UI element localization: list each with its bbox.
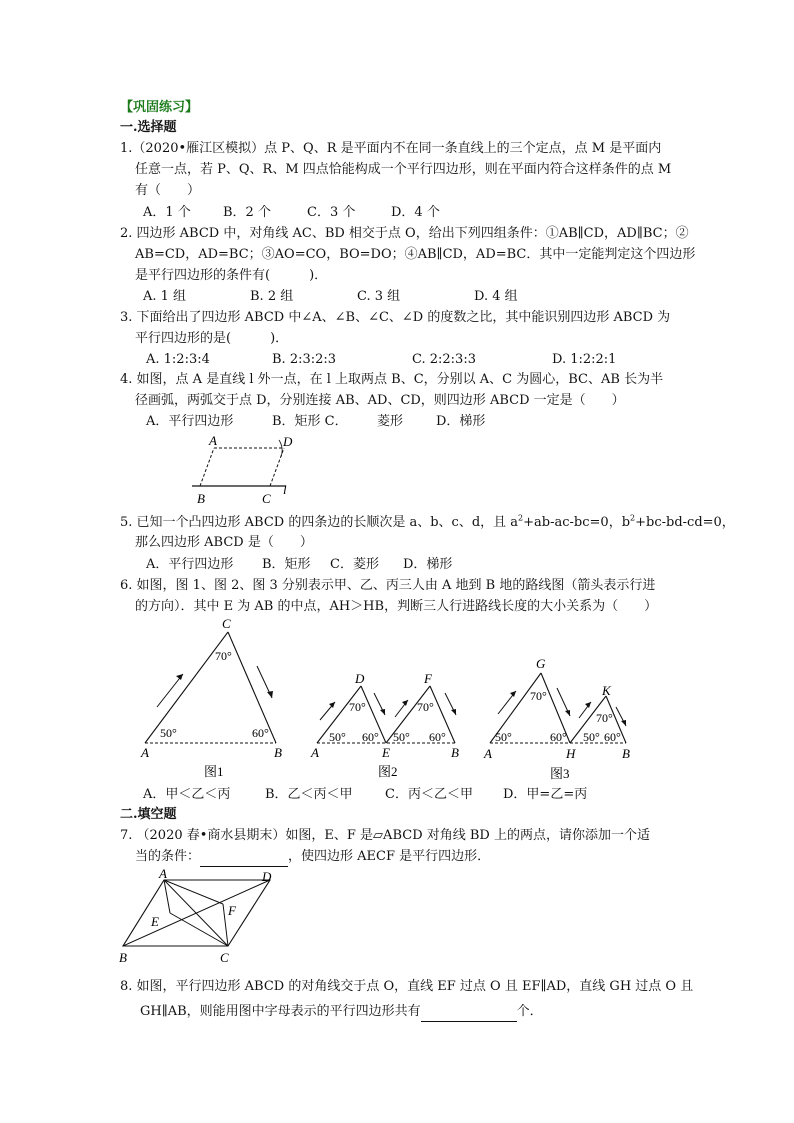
q3-option-d: D. 1:2:2:1: [552, 352, 617, 367]
fig2-label-d: D: [355, 671, 365, 686]
label-d: D: [283, 434, 293, 449]
q7-line2: [135, 847, 490, 867]
fig3-angle-k: 70°: [596, 711, 613, 725]
q1-option-c: C．3 个: [307, 205, 356, 220]
fig3-label-a: A: [484, 746, 492, 761]
fig2-label-a: A: [311, 745, 319, 760]
q2-option-b: B. 2 组: [250, 289, 294, 304]
q1-line2: 任意一点，若 P、Q、R、M 四点恰能构成一个平行四边形，则在平面内符合这样条件的点 M: [135, 162, 672, 177]
q8-line1: 8. 如图，平行四边形 ABCD 的对角线交于点 O，直线 EF 过点 O 且 EF∥AD，直线 GH 过点 O 且: [120, 979, 694, 994]
q3-option-a: A. 1:2:3:4: [146, 352, 210, 367]
segment-ab: [200, 448, 214, 486]
q1-option-b: B．2 个: [223, 205, 271, 220]
label-b: B: [119, 950, 127, 965]
q7-figure: [115, 868, 285, 968]
q7-line1: 7. （2020 春•商水县期末）如图，E、F 是▱ABCD 对角线 BD 上的两点，请你添加一个适: [120, 828, 650, 843]
q7-line2-prefix: 当的条件：: [135, 849, 201, 864]
fig1-label-c: C: [222, 616, 231, 631]
fig2-arrowhead3: [402, 700, 408, 706]
q4-option-a: A．平行四边形: [146, 414, 234, 429]
q5-line1-part3: +bc-bd-cd=0，: [635, 515, 735, 530]
part1-title: 一.选择题: [120, 120, 177, 135]
fig1-caption: 图1: [204, 764, 224, 779]
q4-option-b: B．矩形 C．: [272, 414, 348, 429]
q5-sup1: 2: [518, 513, 524, 523]
segment-ec: [170, 913, 228, 946]
q5-line2: 那么四边形 ABCD 是（ ）: [135, 535, 313, 550]
q5-option-a: A．平行四边形: [146, 557, 234, 572]
q2-option-a: A. 1 组: [143, 289, 187, 304]
fig2-angle-b: 60°: [429, 730, 446, 744]
label-f: F: [228, 903, 236, 918]
q6-figure-2: [305, 665, 470, 783]
fig1-arrow-up: [157, 674, 183, 707]
q8-answer-blank[interactable]: [421, 1007, 517, 1022]
label-d: D: [262, 869, 272, 884]
q6-option-a: A．甲＜乙＜丙: [143, 787, 231, 802]
q1-line3: 有（ ）: [135, 183, 201, 198]
q6-line1: 6. 如图，图 1、图 2、图 3 分别表示甲、乙、丙三人由 A 地到 B 地的路线图（箭头表示行进: [120, 578, 656, 593]
q5-option-b: B．矩形: [262, 557, 311, 572]
q3-line1: 3. 下面给出了四边形 ABCD 中∠A、∠B、∠C、∠D 的度数之比，其中能识别四边形 ABCD 为: [120, 310, 671, 325]
q6-line2: 的方向）．其中 E 为 AB 的中点，AH＞HB，判断三人行进路线长度的大小关系为（ ）: [135, 599, 658, 614]
fig3-angle-g: 70°: [530, 689, 547, 703]
q6-option-c: C．丙＜乙＜甲: [385, 787, 473, 802]
label-a: A: [159, 868, 167, 881]
q2-line2: AB=CD，AD=BC；③AO=CO，BO=DO；④AB∥CD，AD=BC．其中一定能判定这个四边形: [135, 247, 696, 262]
fig2-label-e: E: [382, 745, 390, 760]
q4-option-d: D．梯形: [436, 414, 486, 429]
fig3-label-b: B: [622, 746, 630, 761]
q4-option-c: 菱形: [377, 414, 404, 429]
q6-figure-3: [478, 652, 638, 784]
label-a: A: [209, 433, 217, 448]
q5-line1-part1: 5. 已知一个凸四边形 ABCD 的四条边的长顺次是 a、b、c、d，且 a: [120, 515, 519, 530]
q4-line2: 径画弧，两弧交于点 D，分别连接 AB、AD、CD，则四边形 ABCD 一定是（ ）: [135, 393, 625, 408]
q3-line2: 平行四边形的是( )．: [135, 331, 289, 346]
q5-option-c: C．菱形: [330, 557, 379, 572]
q2-line1: 2. 四边形 ABCD 中，对角线 AC、BD 相交于点 O，给出下列四组条件：①AB∥CD，AD∥BC；②: [120, 226, 689, 241]
fig3-caption: 图3: [550, 766, 570, 781]
q2-option-d: D. 4 组: [474, 289, 518, 304]
q4-line1: 4. 如图，点 A 是直线 l 外一点，在 l 上取两点 B、C，分别以 A、C 为圆心，BC、AB 长为半: [120, 372, 664, 387]
label-e: E: [151, 914, 159, 929]
q7-line2-suffix: ，使四边形 AECF 是平行四边形．: [288, 849, 491, 864]
fig3-label-g: G: [536, 656, 546, 671]
fig2-label-b: B: [451, 745, 459, 760]
q1-option-a: A．1 个: [143, 205, 191, 220]
q5-line1: [120, 513, 735, 533]
diagonal-ac: [164, 880, 228, 946]
fig3-label-h: H: [566, 746, 576, 761]
q5-line1-part2: +ab-ac-bc=0，b: [523, 515, 631, 530]
q5-option-d: D．梯形: [403, 557, 453, 572]
q4-figure: [185, 430, 305, 510]
q6-option-d: D．甲=乙=丙: [503, 787, 588, 802]
fig2-angle-e-left: 60°: [362, 730, 379, 744]
segment-af: [164, 880, 223, 904]
q3-option-b: B. 2:3:2:3: [272, 352, 337, 367]
fig2-caption: 图2: [378, 764, 398, 779]
label-b: B: [197, 491, 205, 506]
q8-line2-prefix: GH∥AB，则能用图中字母表示的平行四边形共有: [140, 1004, 421, 1019]
fig2-label-f: F: [424, 671, 432, 686]
label-l: l: [283, 482, 287, 497]
q1-option-d: D．4 个: [391, 205, 440, 220]
fig1-arrowhead-down: [267, 691, 273, 698]
q1-line1: 1.（2020•雁江区模拟）点 P、Q、R 是平面内不在同一条直线上的三个定点，点 M 是平面内: [120, 141, 662, 156]
fig2-arrowhead1: [329, 702, 335, 708]
fig3-arrowhead1: [510, 691, 516, 697]
q6-option-b: B．乙＜丙＜甲: [265, 787, 353, 802]
fig3-angle-h-left: 60°: [550, 730, 567, 744]
fig2-angle-d: 70°: [349, 700, 366, 714]
q7-answer-blank[interactable]: [200, 852, 288, 867]
part2-title: 二.填空题: [120, 807, 177, 822]
fig2-angle-a: 50°: [329, 730, 346, 744]
fig2-angle-f: 70°: [417, 700, 434, 714]
q8-line2-suffix: 个．: [516, 1004, 543, 1019]
section-title: 【巩固练习】: [120, 100, 199, 115]
fig3-angle-h-right: 50°: [583, 730, 600, 744]
q2-line3: 是平行四边形的条件有( )．: [135, 268, 328, 283]
fig1-label-a: A: [141, 745, 149, 760]
label-c: C: [220, 950, 229, 965]
fig1-angle-left: 50°: [160, 726, 177, 740]
fig1-angle-right: 60°: [252, 726, 269, 740]
fig3-angle-a: 50°: [495, 730, 512, 744]
fig2-arrowhead2: [380, 709, 385, 715]
fig2-arrowhead4: [451, 709, 456, 715]
q8-line2: [140, 1002, 543, 1022]
q6-figure-1: [135, 612, 295, 782]
q2-option-c: C. 3 组: [357, 289, 401, 304]
fig3-label-k: K: [602, 683, 611, 698]
fig3-arrowhead2: [565, 710, 570, 716]
fig1-label-b: B: [274, 745, 282, 760]
fig2-angle-e-right: 50°: [393, 730, 410, 744]
fig3-angle-b: 60°: [604, 730, 621, 744]
fig1-angle-top: 70°: [215, 649, 232, 663]
q3-option-c: C. 2:2:3:3: [412, 352, 476, 367]
label-c: C: [262, 491, 271, 506]
fig3-arrowhead3: [585, 702, 591, 708]
q5-sup2: 2: [630, 513, 636, 523]
fig3-arrowhead4: [621, 720, 626, 726]
